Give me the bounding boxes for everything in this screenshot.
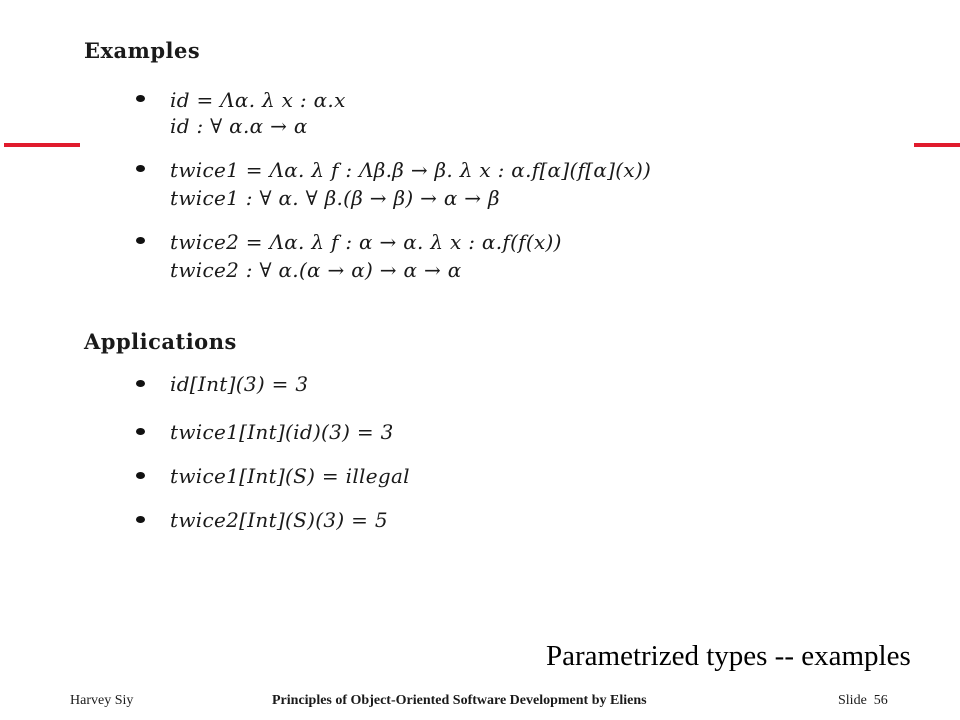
footer-course-title: Principles of Object-Oriented Software Development by Eliens — [272, 693, 647, 708]
slide-title: Parametrized types -- examples — [546, 640, 911, 672]
right-accent-bar — [914, 143, 960, 147]
example-definition: twice2 = Λα. λ f : α → α. λ x : α.f(f(x)) — [170, 230, 562, 254]
example-type: twice2 : ∀ α.(α → α) → α → α — [170, 258, 462, 282]
example-definition: id = Λα. λ x : α.x — [170, 88, 346, 112]
example-type: twice1 : ∀ α. ∀ β.(β → β) → α → β — [170, 186, 500, 210]
slide-number: 56 — [873, 693, 888, 708]
applications-heading: Applications — [84, 329, 237, 354]
bullet-icon — [136, 428, 145, 435]
application-expression: id[Int](3) = 3 — [170, 372, 309, 396]
bullet-icon — [136, 516, 145, 523]
left-accent-bar — [4, 143, 80, 147]
examples-heading: Examples — [84, 38, 201, 63]
bullet-icon — [136, 380, 145, 387]
bullet-icon — [136, 472, 145, 479]
bullet-icon — [136, 237, 145, 244]
footer-author: Harvey Siy — [70, 693, 134, 708]
slide-label: Slide — [838, 693, 867, 708]
example-type: id : ∀ α.α → α — [170, 114, 308, 138]
application-expression: twice2[Int](S)(3) = 5 — [170, 508, 388, 532]
application-expression: twice1[Int](S) = illegal — [170, 464, 410, 488]
footer-slide-number — [838, 693, 888, 709]
bullet-icon — [136, 165, 145, 172]
example-definition: twice1 = Λα. λ f : Λβ.β → β. λ x : α.f[α](f[α](x)) — [170, 158, 652, 182]
application-expression: twice1[Int](id)(3) = 3 — [170, 420, 394, 444]
bullet-icon — [136, 95, 145, 102]
